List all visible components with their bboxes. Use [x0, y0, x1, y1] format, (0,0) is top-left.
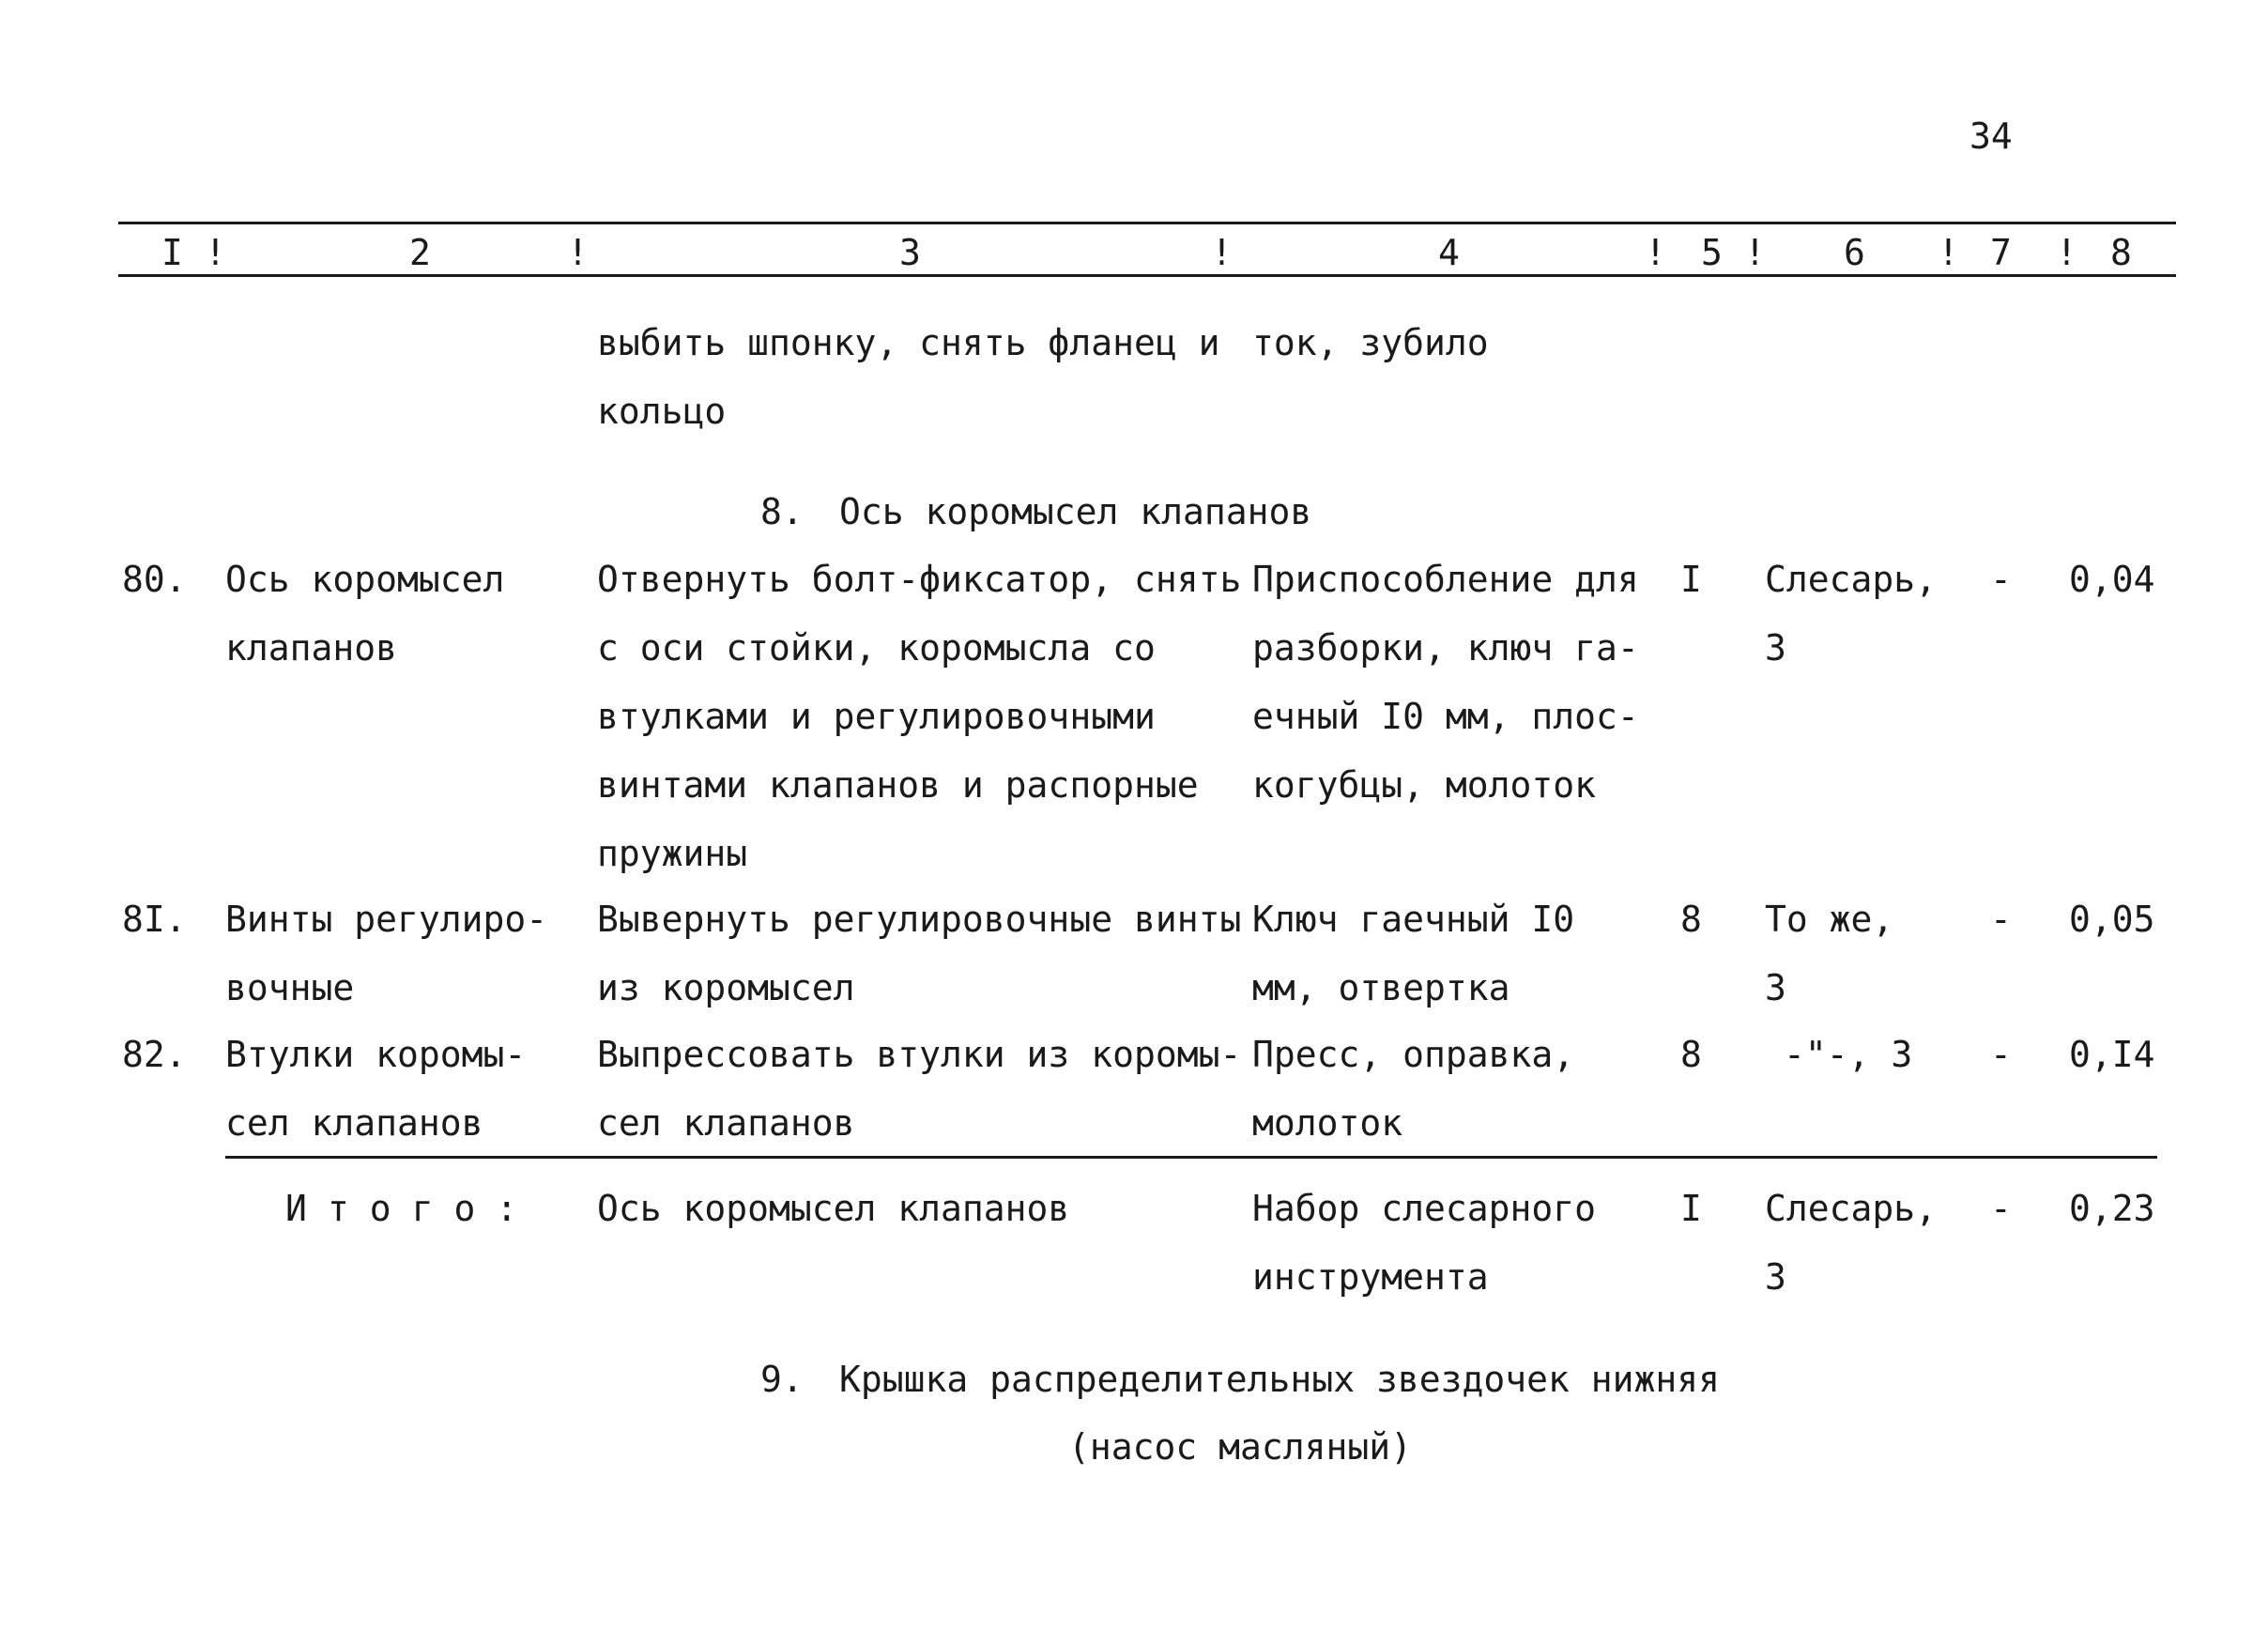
tools-line: Набор слесарного	[1252, 1188, 1597, 1229]
worker-line: 3	[1765, 1256, 1786, 1298]
col-separator: !	[205, 232, 226, 273]
operation-line: втулками и регулировочными	[597, 696, 1156, 737]
col-header-3: 3	[899, 232, 921, 273]
col5-value: 8	[1680, 899, 1702, 940]
col-header-2: 2	[409, 232, 431, 273]
time-value: 0,23	[2069, 1188, 2155, 1229]
col-separator: !	[1938, 232, 1959, 273]
operation-line: Выпрессовать втулки из коромы-	[597, 1034, 1242, 1075]
col7-value: -	[1990, 559, 2012, 600]
col7-value: -	[1990, 1034, 2012, 1075]
col5-value: I	[1680, 559, 1702, 600]
page-number: 34	[1969, 115, 2013, 157]
tools-line: молоток	[1252, 1102, 1403, 1144]
col5-value: I	[1680, 1188, 1702, 1229]
header-bottom-rule	[118, 274, 2176, 277]
col7-value: -	[1990, 899, 2012, 940]
part-name-line: клапанов	[225, 627, 398, 669]
col-separator: !	[1211, 232, 1233, 273]
worker-line: -"-, 3	[1784, 1034, 1913, 1075]
col-header-4: 4	[1438, 232, 1460, 273]
row-number: 8I.	[122, 899, 187, 940]
operation-line: Отвернуть болт-фиксатор, снять	[597, 559, 1242, 600]
part-name-line: сел клапанов	[225, 1102, 483, 1144]
continuation-operation-line: кольцо	[597, 391, 727, 432]
tools-line: когубцы, молоток	[1252, 764, 1597, 806]
section-9-number: 9.	[760, 1359, 804, 1400]
col-header-1: I	[161, 232, 183, 273]
operation-line: Ось коромысел клапанов	[597, 1188, 1070, 1229]
header-top-rule	[118, 222, 2176, 224]
operation-line: пружины	[597, 833, 748, 874]
tools-line: мм, отвертка	[1252, 967, 1510, 1008]
time-value: 0,04	[2069, 559, 2155, 600]
tools-line: Пресс, оправка,	[1252, 1034, 1575, 1075]
worker-line: 3	[1765, 967, 1786, 1008]
time-value: 0,05	[2069, 899, 2155, 940]
row-number: 82.	[122, 1034, 187, 1075]
col-header-5: 5	[1701, 232, 1723, 273]
tools-line: разборки, ключ га-	[1252, 627, 1639, 669]
col-separator: !	[1645, 232, 1666, 273]
col5-value: 8	[1680, 1034, 1702, 1075]
worker-line: Слесарь,	[1765, 559, 1938, 600]
tools-line: ечный I0 мм, плос-	[1252, 696, 1639, 737]
operation-line: с оси стойки, коромысла со	[597, 627, 1156, 669]
part-name-line: Винты регулиро-	[225, 899, 548, 940]
col7-value: -	[1990, 1188, 2012, 1229]
worker-line: Слесарь,	[1765, 1188, 1938, 1229]
operation-line: сел клапанов	[597, 1102, 855, 1144]
part-name-line: Ось коромысел	[225, 559, 505, 600]
tools-line: Ключ гаечный I0	[1252, 899, 1575, 940]
tools-line: Приспособление для	[1252, 559, 1639, 600]
col-header-8: 8	[2110, 232, 2132, 273]
col-separator: !	[567, 232, 589, 273]
part-name-line: вочные	[225, 967, 355, 1008]
section-9-title: Крышка распределительных звездочек нижняя	[839, 1359, 1720, 1400]
worker-line: То же,	[1765, 899, 1894, 940]
part-name-line: Втулки коромы-	[225, 1034, 527, 1075]
col-separator: !	[1744, 232, 1766, 273]
col-header-6: 6	[1844, 232, 1865, 273]
col-separator: !	[2056, 232, 2077, 273]
operation-line: винтами клапанов и распорные	[597, 764, 1199, 806]
continuation-operation-line: выбить шпонку, снять фланец и	[597, 322, 1220, 363]
section-9-subtitle: (насос масляный)	[1068, 1426, 1413, 1468]
operation-line: из коромысел	[597, 967, 855, 1008]
total-label: Итого:	[285, 1188, 539, 1229]
section-8-number: 8.	[760, 491, 804, 532]
operation-line: Вывернуть регулировочные винты	[597, 899, 1242, 940]
continuation-tools-line: ток, зубило	[1252, 322, 1489, 363]
row-number: 80.	[122, 559, 187, 600]
total-rule	[225, 1156, 2157, 1159]
section-8-title: Ось коромысел клапанов	[839, 491, 1312, 532]
col-header-7: 7	[1990, 232, 2012, 273]
time-value: 0,I4	[2069, 1034, 2155, 1075]
worker-line: 3	[1765, 627, 1786, 669]
tools-line: инструмента	[1252, 1256, 1489, 1298]
